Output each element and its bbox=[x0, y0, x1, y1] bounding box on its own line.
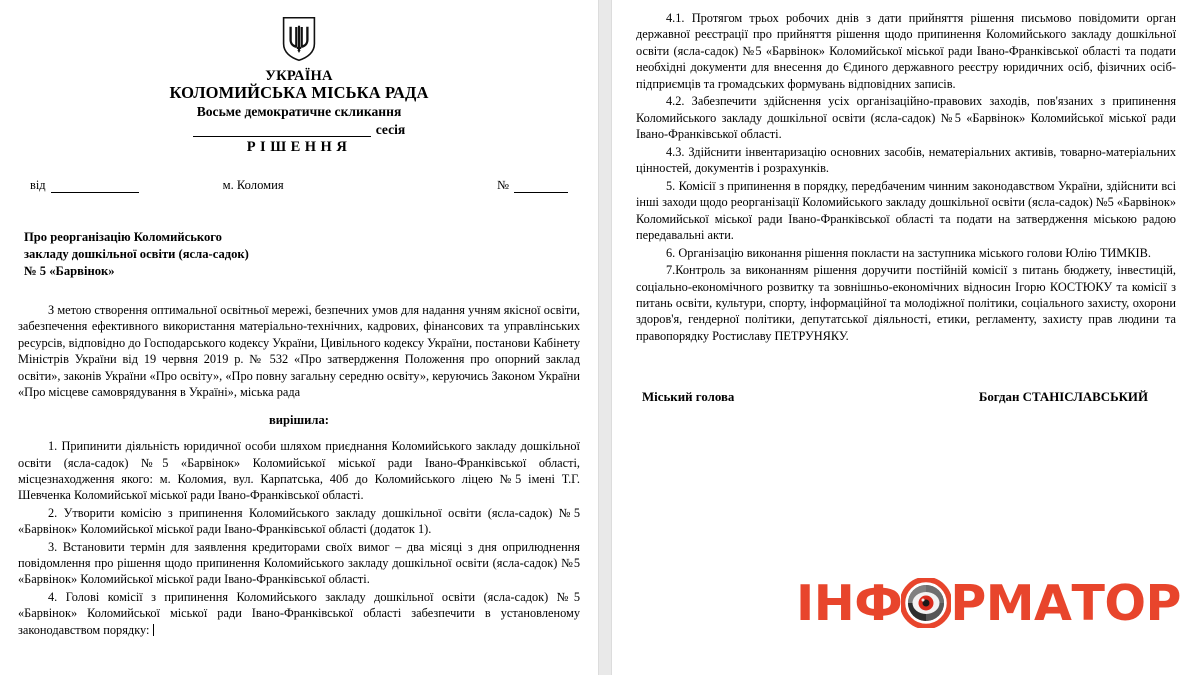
signature-block bbox=[636, 390, 1176, 405]
document-subject: Про реорганізацію Коломийського закладу дошкільної освіти (ясла-садок) № 5 «Барвінок» bbox=[24, 229, 249, 278]
clause-item: 4.2. Забезпечити здійснення усіх організаційно-правових заходів, пов'язаних з припинення Коломийського закладу дошкільної освіти (ясла-садок) №5 «Барвінок» Коломийської міської ради Івано-Франківської області. bbox=[636, 94, 1176, 142]
resolved-label: вирішила: bbox=[268, 413, 329, 428]
organization-heading bbox=[18, 68, 580, 156]
council-name: КОЛОМИЙСЬКА МІСЬКА РАДА bbox=[169, 83, 429, 103]
clause-item: 4.3. Здійснити інвентаризацію основних засобів, нематеріальних активів, товарно-матеріальних цінностей, документів і розрахунків. bbox=[636, 144, 1176, 176]
number-blank-rule bbox=[514, 181, 568, 193]
page-gutter bbox=[598, 0, 612, 675]
text-cursor bbox=[153, 624, 154, 636]
date-field bbox=[30, 178, 139, 193]
camera-lens-eye-icon bbox=[901, 578, 951, 628]
preamble-paragraph: З метою створення оптимальної освітньої мережі, безпечних умов для надання учням якісної освіти, забезпечення ефективного використання матеріально-технічних, кадрових, фінансових та управлінських ресурсів, відповідно до Господарського кодексу України, Цивільного кодексу України, постанови Кабінету Міністрів України від 19 червня 2019 р. № 532 «Про затвердження Положення про опорний заклад освіти», законів України «Про освіту», «Про повну загальну середню освіту», керуючись Законом України «Про місцеве самоврядування в Україні», міська рада bbox=[18, 302, 580, 399]
clause-item-text: 4. Голові комісії з припинення Коломийського закладу дошкільної освіти (ясла-садок) №5 «Барвінок» Коломийської міської ради Івано-Франківської області забезпечити в установленому законодавством порядку: bbox=[18, 589, 580, 637]
ukraine-trident-emblem-icon bbox=[282, 16, 316, 62]
clause-item: 4.1. Протягом трьох робочих днів з дати прийняття рішення письмово повідомити орган державної реєстрації про прийняття рішення щодо припинення Коломийського закладу дошкільної освіти (ясла-садок) №5 «Барвінок» Коломийської міської ради Івано-Франківської області та подати необхідні документи для внесення до Єдиного державного реєстру юридичних осіб, фізичних осіб-підприємців та громадських формувань відповідних записів. bbox=[636, 11, 1176, 91]
signatory-position: Міський голова bbox=[642, 390, 735, 405]
number-field bbox=[497, 178, 568, 193]
signatory-name: Богдан СТАНІСЛАВСЬКИЙ bbox=[978, 390, 1148, 405]
country-name: УКРАЇНА bbox=[265, 68, 333, 84]
clause-item: 7.Контроль за виконанням рішення доручити постійній комісії з питань бюджету, інвестицій, соціально-економічного розвитку та зовнішньо-економічних відносин Ігорю КОСТЮКУ та комісії з питань освіти, культури, спорту, інформаційної та молодіжної політики, соціального захисту, охорони здоров'я, гендерної політики, депутатської діяльності, етики, регламенту, захисту прав людини та правопорядку Ростиславу ПЕТРУНЯКУ. bbox=[636, 263, 1176, 343]
document-body-left bbox=[18, 302, 580, 638]
logo-text-before: ІНФ bbox=[796, 574, 903, 632]
clause-item: 3. Встановити термін для заявлення кредиторами своїх вимог – два місяці з дня оприлюднення повідомлення про рішення щодо припинення Коломийського закладу дошкільної освіти (ясла-садок) №5 «Барвінок» Коломийської міської ради Івано-Франківської області. bbox=[18, 539, 580, 587]
logo-text-after: РМАТОР bbox=[950, 574, 1181, 632]
city-label: м. Коломия bbox=[222, 177, 284, 192]
emblem-container bbox=[18, 16, 580, 67]
informator-watermark-logo bbox=[796, 574, 1181, 632]
document-page-1 bbox=[0, 0, 598, 675]
session-blank-rule bbox=[193, 124, 371, 137]
date-blank-rule bbox=[51, 181, 139, 193]
decision-title: РІШЕННЯ bbox=[246, 138, 352, 155]
document-body-right bbox=[636, 10, 1176, 344]
session-line bbox=[18, 123, 580, 137]
number-label: № bbox=[496, 177, 509, 192]
date-label: від bbox=[30, 177, 46, 192]
convocation-line: Восьме демократичне скликання bbox=[196, 104, 402, 120]
clause-item: 5. Комісії з припинення в порядку, передбаченим чинним законодавством України, здійснити всі інші заходи щодо реорганізації Коломийського закладу дошкільної освіти (ясла-садок) №5 «Барвінок» Коломийської міської ради Івано-Франківської області та подати на затвердження міською радою передавальні акти. bbox=[636, 178, 1176, 243]
clause-item: 6. Організацію виконання рішення покласти на заступника міського голови Юлію ТИМКІВ. bbox=[666, 245, 1151, 260]
session-label: сесія bbox=[375, 122, 406, 138]
clause-item: 2. Утворити комісію з припинення Коломийського закладу дошкільної освіти (ясла-садок) №5 «Барвінок» Коломийської міської ради Івано-Франківської області (додаток 1). bbox=[18, 505, 580, 537]
clause-item-with-caret bbox=[18, 589, 580, 638]
document-meta-row bbox=[18, 178, 580, 193]
document-page-2 bbox=[612, 0, 1198, 675]
clause-item: 1. Припинити діяльність юридичної особи шляхом приєднання Коломийського закладу дошкільної освіти (ясла-садок) №5 «Барвінок» Коломийської міської ради Івано-Франківської області, місцезнаходження якого: м. Коломия, вул. Карпатська, 40б до Коломийського ліцею №5 імені Т.Г. Шевченка Коломийської міської ради Івано-Франківської області. bbox=[18, 439, 580, 503]
